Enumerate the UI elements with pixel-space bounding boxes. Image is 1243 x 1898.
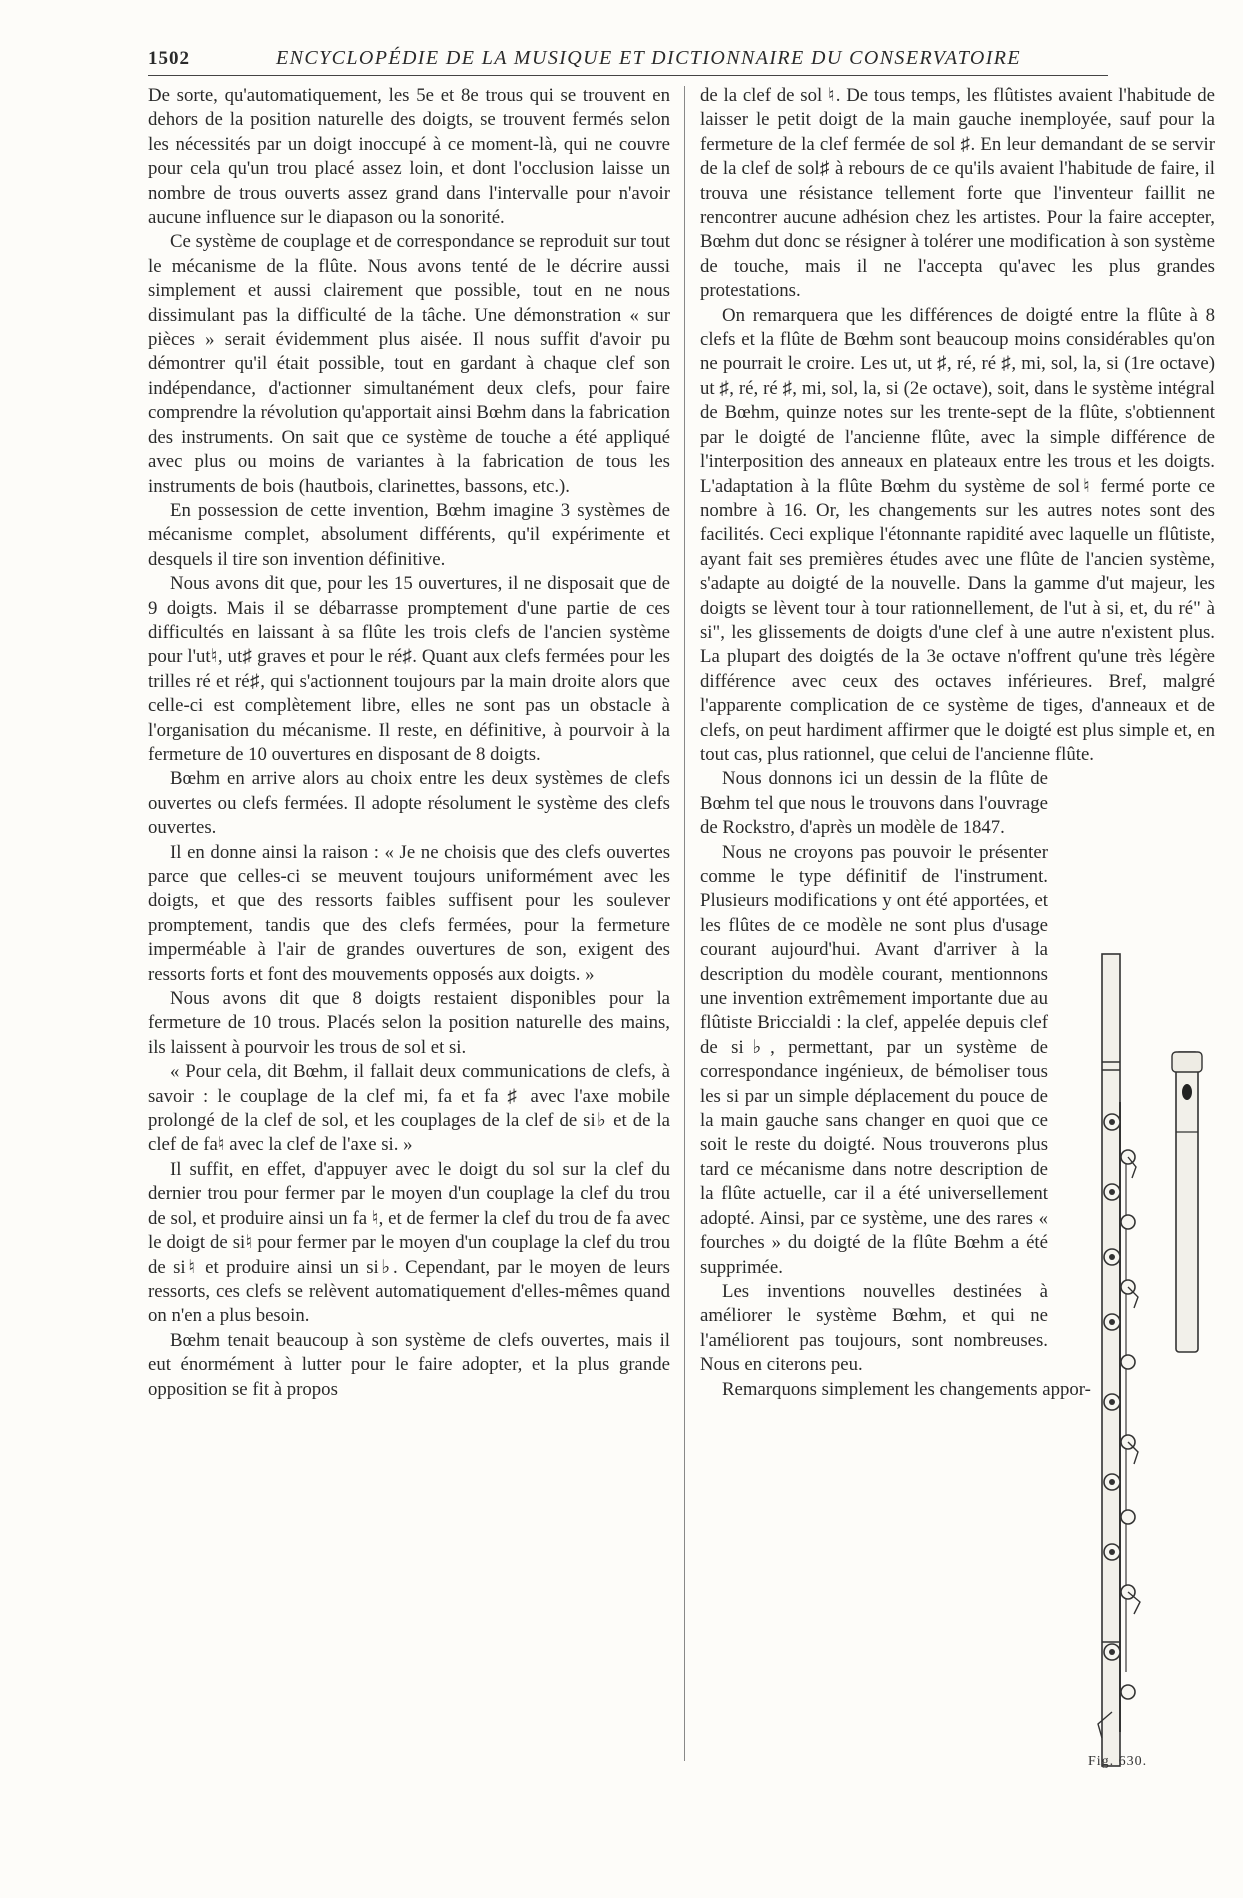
paragraph: Il suffit, en effet, d'appuyer avec le doigt du sol sur la clef du dernier trou pour fermer par le moyen d'un couplage la clef du trou de sol, et produire ainsi un fa ♮, et de fermer la clef du trou de fa avec le doigt de si♮ pour fermer par le moyen d'un couplage la clef du trou de si♮ et produire ainsi un si♭. Cependant, par le moyen de leurs ressorts, ces clefs se relèvent automatiquement d'elles-mêmes quand on n'en a plus besoin.	[148, 1158, 670, 1327]
paragraph: Nous ne croyons pas pouvoir le présenter comme le type définitif de l'instrument. Plusieurs modifications y ont été apportées, et les flûtes de ce modèle ne sont plus d'usage courant aujourd'hui. Avant d'arriver à la description du modèle courant, mentionnons une invention extrêmement importante due au flûtiste Briccialdi : la clef, appelée depuis clef de si♭, permettant, par un système de correspondance ingénieux, de bémoliser tous les si par un simple déplacement du pouce de la main gauche sans changer en quoi que ce soit le reste du doigté. Nous trouverons plus tard ce mécanisme dans notre description de la flûte actuelle, car il a été universellement adopté. Ainsi, par ce système, une des rares « fourches » du doigté de la flûte Bœhm a été supprimée.	[700, 841, 1048, 1278]
paragraph: On remarquera que les différences de doigté entre la flûte à 8 clefs et la flûte de Bœhm sont beaucoup moins considérables qu'on ne pourrait le croire. Les ut, ut ♯, ré, ré ♯, mi, sol, la, si (1re octave) ut ♯, ré, ré ♯, mi, sol, la, si (2e octave), soit, dans le système intégral de Bœhm, quinze notes sur les trente-sept de la flûte, s'obtiennent par le doigté de l'ancienne flûte, avec la simple différence de l'interposition des anneaux en plateaux entre les trous et les doigts. L'adaptation à la flûte Bœhm du système de sol♮ fermé porte ce nombre à 16. Or, les changements sur les autres notes sont des facilités. Ceci explique l'étonnante rapidité avec laquelle un flûtiste, ayant fait ses premières études avec une flûte de l'ancien système, s'adapte au doigté de la nouvelle. Dans la gamme d'ut majeur, les doigts se lèvent tour à tour rationnellement, de l'ut à si, et, du ré" à si", les glissements de doigts d'une clef à une autre n'existent plus. La plupart des doigtés de la 3e octave n'offrent qu'une très légère différence avec ceux des octaves inférieures. Bref, malgré l'apparente complication de ce système de tiges, d'anneaux et de clefs, on peut hardiment affirmer que le doigté est plus simple et, en tout cas, plus rationnel, que celui de l'ancienne flûte.	[700, 304, 1215, 765]
column-divider	[684, 86, 685, 1761]
running-title: ENCYCLOPÉDIE DE LA MUSIQUE ET DICTIONNAIRE DU CONSERVATOIRE	[276, 47, 1022, 69]
paragraph: Nous donnons ici un dessin de la flûte de Bœhm tel que nous le trouvons dans l'ouvrage de Rockstro, d'après un modèle de 1847.	[700, 768, 1048, 839]
paragraph: Les inventions nouvelles destinées à améliorer le système Bœhm, et qui ne l'améliorent pas toujours, sont nombreuses. Nous en citerons peu.	[700, 1280, 1048, 1376]
page-number: 1502	[148, 48, 190, 69]
paragraph: Il en donne ainsi la raison : « Je ne choisis que des clefs ouvertes parce que celles-ci se meuvent toujours uniformément avec les doigts, et que des ressorts faibles suffisent pour les soulever promptement, tandis que des clefs fermées, pour la fermeture imperméable à l'air de grandes ouvertures de son, exigent des ressorts forts et font des mouvements opposés aux doigts. »	[148, 841, 670, 985]
running-header	[148, 45, 1108, 76]
paragraph: de la clef de sol ♮. De tous temps, les flûtistes avaient l'habitude de laisser le petit doigt de la main gauche inemployée, sauf pour la fermeture de la clef fermée de sol ♯. En leur demandant de se servir de la clef de sol♯ à rebours de ce qu'ils avaient l'habitude de faire, il trouva une résistance tellement forte que l'inventeur faillit ne rencontrer aucune adhésion chez les artistes. Pour la faire accepter, Bœhm dut donc se résigner à tolérer une modification à son système de touche, mais il ne l'accepta qu'avec les plus grandes protestations.	[700, 85, 1215, 302]
paragraph: Nous avons dit que 8 doigts restaient disponibles pour la fermeture de 10 trous. Placés selon la position naturelle des mains, ils laissent à pourvoir les trous de sol et si.	[148, 988, 670, 1058]
paragraph: De sorte, qu'automatiquement, les 5e et 8e trous qui se trouvent en dehors de la position naturelle des doigts, se trouvent fermés selon les nécessités par un doigt inoccupé à ce moment-là, qui ne couvre pour cela qu'un trou placé assez loin, et dont l'occlusion laisse un nombre de trous ouverts assez grand dans l'intervalle pour n'avoir aucune influence sur le diapason ou la sonorité.	[148, 85, 670, 229]
paragraph: « Pour cela, dit Bœhm, il fallait deux communications de clefs, à savoir : le couplage de la clef mi, fa et fa ♯ avec l'axe mobile prolongé de la clef de sol, et les couplages de la clef de si♭ et de la clef de fa♮ avec la clef de l'axe si. »	[148, 1061, 670, 1156]
left-column	[148, 84, 670, 1402]
paragraph: En possession de cette invention, Bœhm imagine 3 systèmes de mécanisme complet, absolument différents, qu'il expérimente et desquels il tire son invention définitive.	[148, 499, 670, 570]
paragraph: Ce système de couplage et de correspondance se reproduit sur tout le mécanisme de la flûte. Nous avons tenté de le décrire aussi simplement et aussi clairement que possible, tout en ne nous dissimulant pas la difficulté de la tâche. Une démonstration « sur pièces » serait évidemment plus aisée. Il nous suffit d'avoir pu démontrer qu'il était possible, tout en gardant à chaque clef son indépendance, d'actionner simultanément deux clefs, pour faire comprendre la révolution qu'apportait ainsi Bœhm dans la fabrication des instruments. On sait que ce système de touche a été appliqué avec plus ou moins de variantes à la fabrication de tous les instruments de bois (hautbois, clarinettes, bassons, etc.).	[148, 231, 670, 497]
figure-caption: Fig. 630.	[1088, 1754, 1148, 1769]
flute-illustration-icon	[1088, 952, 1238, 1772]
paragraph: Bœhm tenait beaucoup à son système de clefs ouvertes, mais il eut énormément à lutter pour le faire adopter, et la plus grande opposition se fit à propos	[148, 1329, 670, 1400]
figure-wrap-text	[700, 767, 1048, 1377]
paragraph: Nous avons dit que, pour les 15 ouvertures, il ne disposait que de 9 doigts. Mais il se débarrasse promptement d'une partie de ces difficultés en laissant à sa flûte les trois clefs de l'ancien système pour l'ut♮, ut♯ graves et pour le ré♯. Quant aux clefs fermées pour les trilles ré et ré♯, qui s'actionnent toujours par la main droite alors que celle-ci est complètement libre, elles ne sont pas un obstacle à l'organisation du mécanisme. Il reste, en définitive, à pourvoir à la fermeture de 10 ouvertures en disposant de 8 doigts.	[148, 573, 670, 765]
paragraph: Remarquons simplement les changements appor-	[722, 1378, 1091, 1400]
paragraph: Bœhm en arrive alors au choix entre les deux systèmes de clefs ouvertes ou clefs fermées. Il adopte résolument le système des clefs ouvertes.	[148, 768, 670, 839]
